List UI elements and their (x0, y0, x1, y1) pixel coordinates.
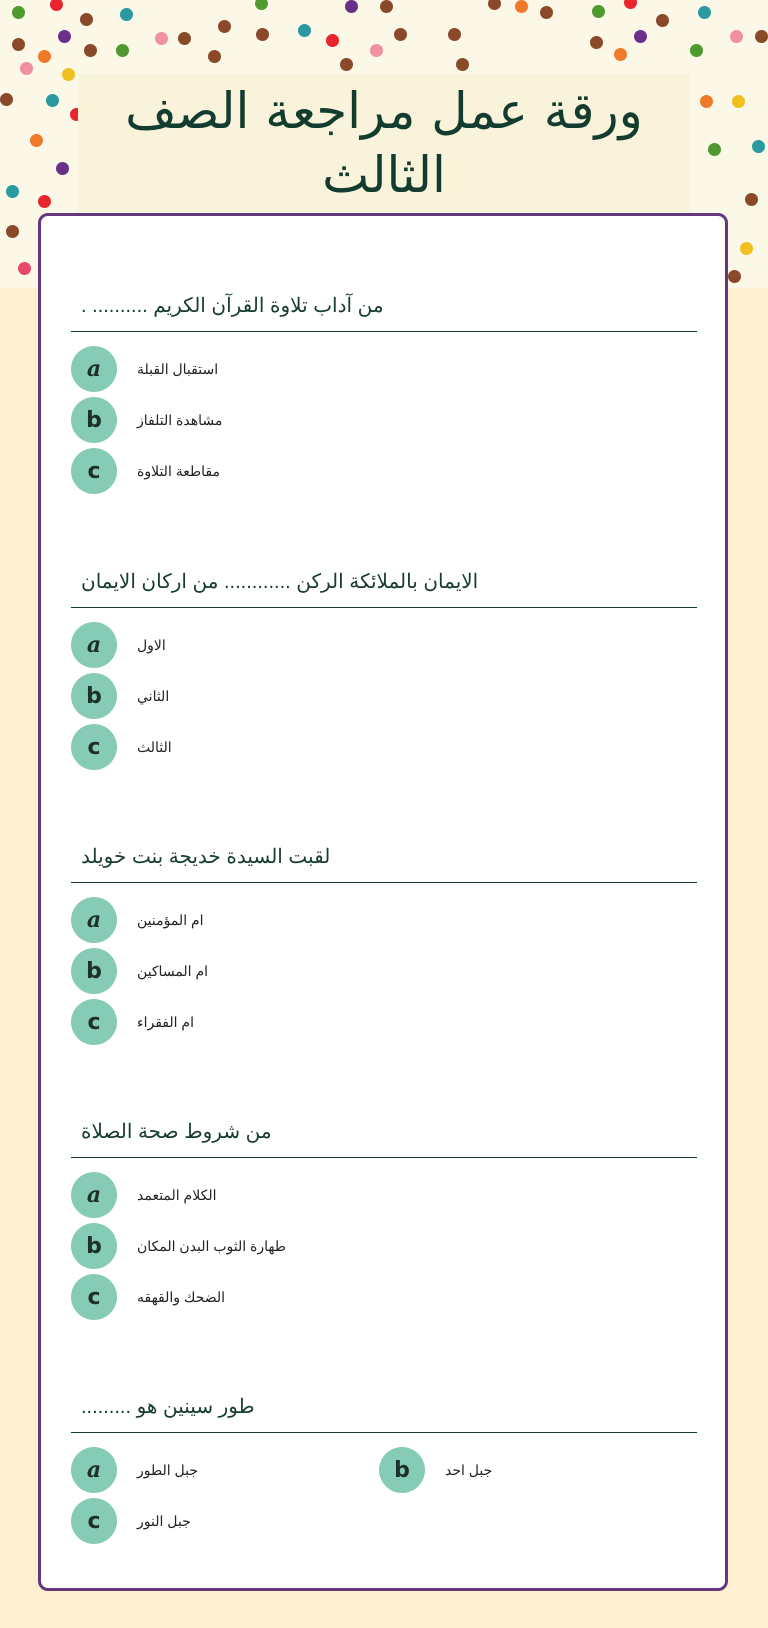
option-b[interactable] (71, 1223, 371, 1269)
question-text: لقبت السيدة خديجة بنت خويلد (71, 831, 697, 883)
option-label: جبل النور (137, 1512, 191, 1529)
option-c[interactable] (71, 999, 371, 1045)
question-2 (71, 556, 697, 760)
option-b-bubble[interactable]: b (71, 397, 117, 443)
title-banner (78, 74, 690, 212)
question-1 (71, 280, 697, 484)
option-b[interactable] (71, 397, 371, 443)
option-a-bubble[interactable]: a (71, 622, 117, 668)
option-b[interactable] (71, 673, 371, 719)
option-b[interactable] (71, 948, 371, 994)
option-b-bubble[interactable]: b (379, 1447, 425, 1493)
option-label: الثالث (137, 738, 172, 755)
question-text: طور سينين هو ......... (71, 1381, 697, 1433)
option-label: الضحك والقهقه (137, 1288, 226, 1305)
option-a-bubble[interactable]: a (71, 1172, 117, 1218)
option-label: مقاطعة التلاوة (137, 462, 220, 479)
option-label: مشاهدة التلفاز (137, 411, 223, 428)
option-b-bubble[interactable]: b (71, 673, 117, 719)
question-5 (71, 1381, 697, 1534)
option-label: الكلام المتعمد (137, 1186, 217, 1203)
option-label: الثاني (137, 687, 170, 704)
option-c[interactable] (71, 724, 371, 770)
option-a[interactable] (71, 897, 371, 943)
option-c-bubble[interactable]: c (71, 724, 117, 770)
option-label: ام المساكين (137, 962, 208, 979)
question-3 (71, 831, 697, 1035)
option-a[interactable] (71, 1447, 371, 1493)
option-a[interactable] (71, 622, 371, 668)
option-label: ام الفقراء (137, 1013, 194, 1030)
option-label: الاول (137, 636, 166, 653)
question-text: الايمان بالملائكة الركن ............ من اركان الايمان (71, 556, 697, 608)
option-label: ام المؤمنين (137, 911, 204, 928)
option-label: جبل الطور (137, 1461, 199, 1478)
option-c[interactable] (71, 1274, 371, 1320)
option-label: استقبال القبلة (137, 360, 219, 377)
option-c[interactable] (71, 448, 371, 494)
option-c[interactable] (71, 1498, 371, 1544)
option-a-bubble[interactable]: a (71, 897, 117, 943)
option-c-bubble[interactable]: c (71, 999, 117, 1045)
option-b-bubble[interactable]: b (71, 948, 117, 994)
option-a-bubble[interactable]: a (71, 1447, 117, 1493)
worksheet-card (38, 213, 728, 1591)
option-a-bubble[interactable]: a (71, 346, 117, 392)
question-text: من شروط صحة الصلاة (71, 1106, 697, 1158)
option-b-bubble[interactable]: b (71, 1223, 117, 1269)
option-a[interactable] (71, 346, 371, 392)
option-label: طهارة الثوب البدن المكان (137, 1237, 286, 1254)
page-title: ورقة عمل مراجعة الصف الثالث (125, 82, 643, 204)
option-a[interactable] (71, 1172, 371, 1218)
question-text: من آداب تلاوة القرآن الكريم .......... . (71, 280, 697, 332)
question-4 (71, 1106, 697, 1310)
option-b[interactable] (379, 1447, 679, 1493)
option-c-bubble[interactable]: c (71, 1498, 117, 1544)
option-c-bubble[interactable]: c (71, 1274, 117, 1320)
option-label: جبل احد (445, 1461, 493, 1478)
option-c-bubble[interactable]: c (71, 448, 117, 494)
